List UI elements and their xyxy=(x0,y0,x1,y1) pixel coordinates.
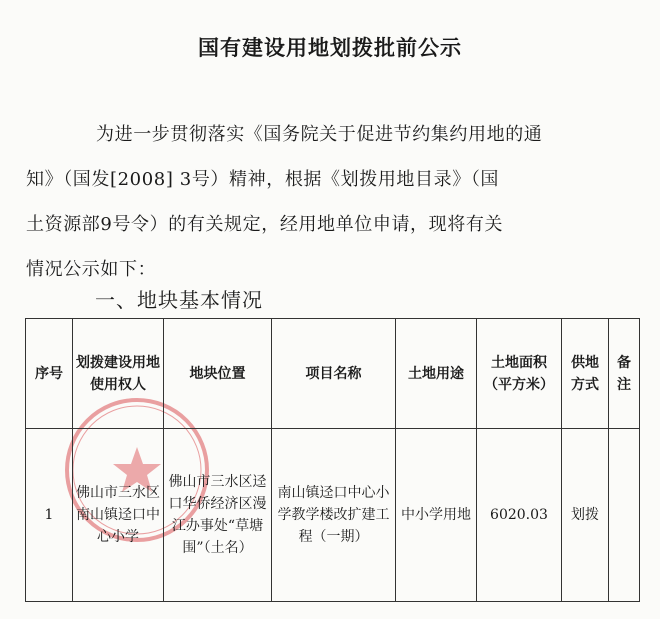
table-header-row xyxy=(26,319,640,429)
land-info-table xyxy=(25,318,640,602)
header-location: 地块位置 xyxy=(164,319,272,429)
header-remark: 备注 xyxy=(609,319,640,429)
paragraph-line: 知》（国发[2008] 3号）精神，根据《划拨用地目录》（国 xyxy=(26,169,500,190)
cell-owner: 佛山市三水区南山镇迳口中心小学 xyxy=(73,429,164,602)
header-seq: 序号 xyxy=(26,319,73,429)
cell-supply: 划拨 xyxy=(562,429,609,602)
cell-use: 中小学用地 xyxy=(396,429,477,602)
paragraph-line: 情况公示如下： xyxy=(26,259,157,280)
paragraph-line: 土资源部9号令）的有关规定，经用地单位申请，现将有关 xyxy=(26,214,504,235)
intro-paragraph xyxy=(26,112,626,292)
header-project: 项目名称 xyxy=(272,319,396,429)
cell-area: 6020.03 xyxy=(477,429,562,602)
section-heading: 一、地块基本情况 xyxy=(95,288,263,312)
header-area: 土地面积（平方米） xyxy=(477,319,562,429)
document-title: 国有建设用地划拨批前公示 xyxy=(198,35,462,60)
cell-remark xyxy=(609,429,640,602)
header-use: 土地用途 xyxy=(396,319,477,429)
paragraph-line: 为进一步贯彻落实《国务院关于促进节约集约用地的通 xyxy=(96,124,543,145)
cell-seq: 1 xyxy=(26,429,73,602)
header-supply: 供地方式 xyxy=(562,319,609,429)
cell-location: 佛山市三水区迳口华侨经济区漫江办事处“草塘围”（土名） xyxy=(164,429,272,602)
header-owner: 划拨建设用地使用权人 xyxy=(73,319,164,429)
table-row xyxy=(26,429,640,602)
cell-project: 南山镇迳口中心小学教学楼改扩建工程（一期） xyxy=(272,429,396,602)
